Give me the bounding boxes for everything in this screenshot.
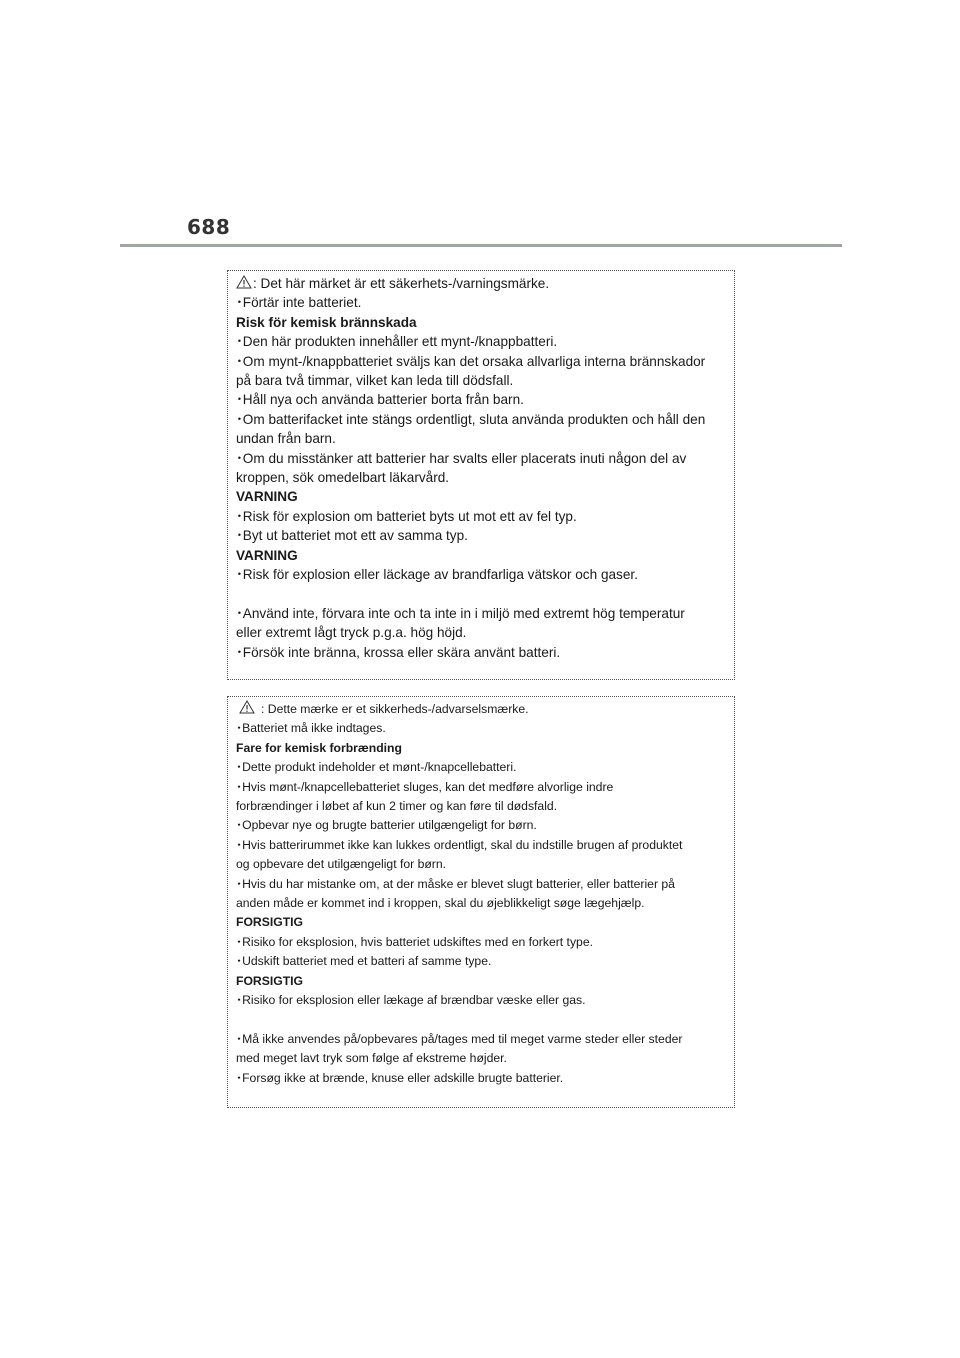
danish-line: ･Dette produkt indeholder et mønt-/knapcellebatteri.: [236, 760, 517, 775]
danish-line: anden måde er kommet ind i kroppen, skal du øjeblikkeligt søge lægehjælp.: [236, 896, 645, 911]
danish-line: ･Opbevar nye og brugte batterier utilgængeligt for børn.: [236, 818, 537, 833]
danish-line: ･Forsøg ikke at brænde, knuse eller adskille brugte batterier.: [236, 1070, 564, 1085]
swedish-line: kroppen, sök omedelbart läkarvård.: [236, 470, 450, 486]
danish-line: ･Må ikke anvendes på/opbevares på/tages med til meget varme steder eller steder: [236, 1031, 683, 1046]
swedish-line: ･Byt ut batteriet mot ett av samma typ.: [236, 528, 468, 544]
warning-triangle-icon: [236, 275, 252, 289]
swedish-line: ･Försök inte bränna, krossa eller skära använt batteri.: [236, 644, 561, 660]
swedish-line: ･Om batterifacket inte stängs ordentligt, sluta använda produkten och håll den: [236, 411, 706, 427]
swedish-intro-line: [236, 274, 734, 293]
danish-heading: FORSIGTIG: [236, 915, 304, 930]
swedish-line: ･Använd inte, förvara inte och ta inte in i miljö med extremt hög temperatur: [236, 605, 685, 621]
page-number: 688: [187, 215, 231, 239]
danish-line: ･Hvis du har mistanke om, at der måske er blevet slugt batterier, eller batterier på: [236, 876, 675, 891]
danish-heading: FORSIGTIG: [236, 973, 304, 988]
swedish-line: eller extremt lågt tryck p.g.a. hög höjd.: [236, 625, 467, 641]
swedish-heading: Risk för kemisk brännskada: [236, 314, 417, 330]
danish-line: ･Hvis mønt-/knapcellebatteriet sluges, kan det medføre alvorlige indre: [236, 779, 614, 794]
danish-line: med meget lavt tryk som følge af ekstreme højder.: [236, 1051, 507, 1066]
swedish-line: ･Håll nya och använda batterier borta från barn.: [236, 392, 524, 408]
danish-line: ･Risiko for eksplosion, hvis batteriet udskiftes med en forkert type.: [236, 934, 593, 949]
warning-triangle-icon: [239, 700, 255, 714]
danish-warning-box: [227, 696, 735, 1108]
swedish-intro: : Det här märket är ett säkerhets-/varningsmärke.: [253, 276, 550, 291]
swedish-line: på bara två timmar, vilket kan leda till dödsfall.: [236, 373, 514, 389]
danish-line: forbrændinger i løbet af kun 2 timer og kan føre til dødsfald.: [236, 799, 558, 814]
spacer: [236, 1011, 734, 1030]
danish-line: ･Hvis batterirummet ikke kan lukkes ordentligt, skal du indstille brugen af produktet: [236, 837, 683, 852]
swedish-line: undan från barn.: [236, 431, 336, 447]
danish-intro-line: [236, 700, 734, 719]
swedish-line: ･Risk för explosion eller läckage av brandfarliga vätskor och gaser.: [236, 567, 638, 583]
spacer: [236, 585, 734, 604]
swedish-line: ･Om mynt-/knappbatteriet sväljs kan det orsaka allvarliga interna brännskador: [236, 353, 706, 369]
danish-line: og opbevare det utilgængeligt for børn.: [236, 857, 447, 872]
danish-line: ･Risiko for eksplosion eller lækage af brændbar væske eller gas.: [236, 993, 586, 1008]
swedish-line: ･Förtär inte batteriet.: [236, 295, 362, 311]
danish-line: ･Udskift batteriet med et batteri af samme type.: [236, 954, 492, 969]
header-rule: [120, 244, 842, 247]
swedish-heading: VARNING: [236, 547, 298, 563]
danish-intro: : Dette mærke er et sikkerheds-/advarselsmærke.: [261, 702, 529, 716]
swedish-line: ･Risk för explosion om batteriet byts ut mot ett av fel typ.: [236, 508, 577, 524]
swedish-heading: VARNING: [236, 489, 298, 505]
danish-heading: Fare for kemisk forbrænding: [236, 740, 402, 755]
swedish-line: ･Den här produkten innehåller ett mynt-/knappbatteri.: [236, 334, 558, 350]
swedish-warning-box: [227, 270, 735, 680]
danish-line: ･Batteriet må ikke indtages.: [236, 721, 386, 736]
swedish-line: ･Om du misstänker att batterier har svalts eller placerats inuti någon del av: [236, 450, 687, 466]
